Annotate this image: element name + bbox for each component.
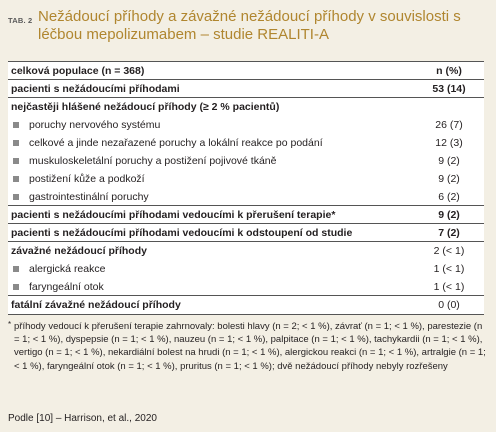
- row-value: 2 (< 1): [433, 245, 465, 257]
- table-row: [8, 170, 484, 188]
- table-row: [8, 152, 484, 170]
- row-value: 0 (0): [438, 299, 460, 311]
- column-header-label: celková populace (n = 368): [11, 65, 145, 77]
- row-label: nejčastěji hlášené nežádoucí příhody (≥ 2 % pacientů): [11, 101, 280, 113]
- row-label: faryngeální otok: [29, 281, 104, 293]
- row-value: 1 (< 1): [433, 281, 465, 293]
- table-row: [8, 224, 484, 242]
- square-bullet-icon: [13, 194, 19, 200]
- square-bullet-icon: [13, 284, 19, 290]
- square-bullet-icon: [13, 176, 19, 182]
- square-bullet-icon: [13, 140, 19, 146]
- column-header-value: n (%): [436, 65, 462, 77]
- row-value: 6 (2): [438, 191, 460, 203]
- adverse-events-table: [8, 61, 484, 315]
- row-value: 7 (2): [438, 227, 460, 239]
- row-value: 26 (7): [435, 119, 463, 131]
- table-row: [8, 260, 484, 278]
- row-label: postižení kůže a podkoží: [29, 173, 145, 185]
- row-value: 1 (< 1): [433, 263, 465, 275]
- square-bullet-icon: [13, 266, 19, 272]
- footnote-marker: *: [8, 320, 12, 329]
- table-column-header: [8, 62, 484, 80]
- table-row: [8, 242, 484, 260]
- row-label: gastrointestinální poruchy: [29, 191, 149, 203]
- row-label: celkové a jinde nezařazené poruchy a lokální reakce po podání: [29, 137, 323, 149]
- row-value: 53 (14): [432, 83, 466, 95]
- table-row: [8, 80, 484, 98]
- table-section-header: [8, 98, 484, 116]
- footnote-text: příhody vedoucí k přerušení terapie zahrnovaly: bolesti hlavy (n = 2; < 1 %), závrať (n = 1; < 1 %), parestezie (n = 1; < 1 %), dyspepsie (n = 1; < 1 %), nauzeu (n = 1; < 1 %), palpitace (n = 1; < 1 %), tachykardii (n = 1; < 1 %), vertigo (n = 1; < 1 %), nekardiální bolest na hrudi (n = 1; < 1 %), alergickou reakci (n = 1; < 1 %), artralgie (n = 1; < 1 %), faryngeální otok (n = 1; < 1 %), pruritus (n = 1; < 1 %); dvě nežádoucí příhody nebyly rozřešeny: [14, 321, 486, 372]
- source-citation: Podle [10] – Harrison, et al., 2020: [8, 413, 157, 424]
- table-row: [8, 206, 484, 224]
- table-number: TAB. 2: [8, 16, 33, 25]
- table-row: [8, 278, 484, 296]
- row-value: 9 (2): [438, 173, 460, 185]
- row-label: fatální závažné nežádoucí příhody: [11, 299, 181, 311]
- square-bullet-icon: [13, 122, 19, 128]
- row-label: závažné nežádoucí příhody: [11, 245, 147, 257]
- row-label: alergická reakce: [29, 263, 106, 275]
- row-label: muskuloskeletální poruchy a postižení pojivové tkáně: [29, 155, 277, 167]
- footnote: [8, 320, 486, 373]
- table-row: [8, 116, 484, 134]
- table-row: [8, 134, 484, 152]
- table-row: [8, 188, 484, 206]
- square-bullet-icon: [13, 158, 19, 164]
- row-value: 9 (2): [438, 155, 460, 167]
- row-value: 9 (2): [438, 209, 460, 221]
- row-label: pacienti s nežádoucími příhodami: [11, 83, 180, 95]
- row-label: pacienti s nežádoucími příhodami vedoucími k odstoupení od studie: [11, 227, 353, 239]
- table-title: Nežádoucí příhody a závažné nežádoucí příhody v souvislosti s léčbou mepolizumabem – studie REALITI-A: [38, 8, 461, 43]
- row-label: poruchy nervového systému: [29, 119, 161, 131]
- table-row: [8, 296, 484, 314]
- row-label: pacienti s nežádoucími příhodami vedoucími k přerušení terapie*: [11, 209, 336, 221]
- row-value: 12 (3): [435, 137, 463, 149]
